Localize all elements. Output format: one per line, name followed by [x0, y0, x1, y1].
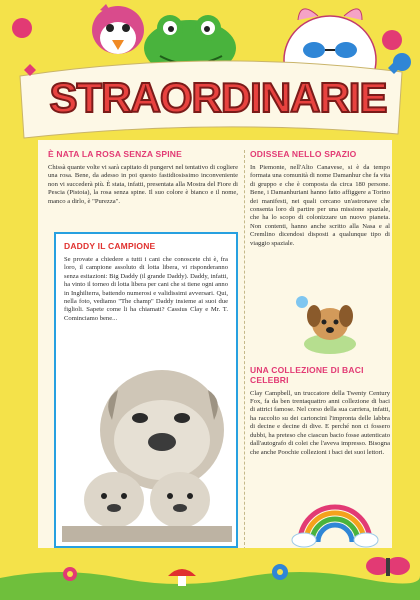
- daddy-article-heading: DADDY IL CAMPIONE: [64, 241, 156, 251]
- masthead-title: [38, 67, 398, 127]
- space-article-body: In Piemonte, nell'Alto Canavese, si è da tempo formata una comunità di nome Damanhur che fa vita di gruppo e che è composta da circa 180 persone. Bene, i Damanhuriani hanno fatto affiggere a Torino dei manifesti, nei quali cercano un'astronave che consenta loro di partire per una missione spaziale, che ha lo scopo di colonizzare un nuovo pianeta. Non contenti, hanno anche scritto alla Nasa e al Cremlino dicendosi disposti a qualunque tipo di viaggio spaziale.: [250, 163, 390, 247]
- butterfly-icon: [366, 557, 410, 576]
- kisses-article-heading: UNA COLLEZIONE DI BACI CELEBRI: [250, 365, 364, 385]
- bulldog-photo: [62, 360, 232, 542]
- flower-icon: [63, 567, 77, 581]
- kisses-article-body: Clay Campbell, un truccatore della Twenty Century Fox, fa da ben trentaquattro anni collezione di baci di attrici famose. Nel corso della sua carriera, infatti, ha raccolto su dei cartoncini l'impronta delle labbra di decine e decine di dive. E perché non ci fossero dubbi, ha preteso che ciascun bacio fosse autenticato dall'autografo di colei che l'aveva impresso. Bisogna che anche Poochie collezioni i baci dei suoi lettori.: [250, 389, 390, 456]
- flower-icon: [272, 564, 288, 580]
- poochie-dog-illustration: [290, 294, 370, 356]
- daddy-article-body: Se provate a chiedere a tutti i cani che conoscete chi è, fra loro, il campione assoluto di lotta libera, vi risponderanno senza esitazioni: Big Daddy (il grande Daddy). Daddy, infatti, ha vinto il torneo di lotta libera per cani che si tiene ogni anno in Inghilterra, battendo numerosi e validissimi avversari. Qui, nella foto, vediamo "The champ" Daddy insieme ai suoi due figlioli. Sapete come li ha chiamati? Cassius Clay e Mr. T. Cominciamo bene...: [64, 255, 228, 322]
- rose-article-heading: È NATA LA ROSA SENZA SPINE: [48, 149, 182, 159]
- rose-article-body: Chissà quante volte vi sarà capitato di pungervi nel tentativo di cogliere una rosa. Bene, da adesso in poi questo fastidiosissimo inconveniente non vi succederà più. È stata, infatti, presentata alla Mostra del Fiore di Pescia (Pistoia), la rosa senza spine. Il suo colore è bianco e il nome, manco a dirlo, è "Purezza".: [48, 163, 238, 205]
- right-column: [250, 150, 390, 248]
- daddy-article-box: [54, 232, 238, 548]
- footer-flowers: [0, 548, 420, 600]
- column-divider: [244, 150, 245, 550]
- rainbow-illustration: [290, 482, 380, 548]
- kisses-article: [250, 366, 390, 457]
- masthead-title-text: STRAORDINARIE: [49, 74, 387, 121]
- left-column: [48, 150, 238, 206]
- space-article-heading: ODISSEA NELLO SPAZIO: [250, 149, 357, 159]
